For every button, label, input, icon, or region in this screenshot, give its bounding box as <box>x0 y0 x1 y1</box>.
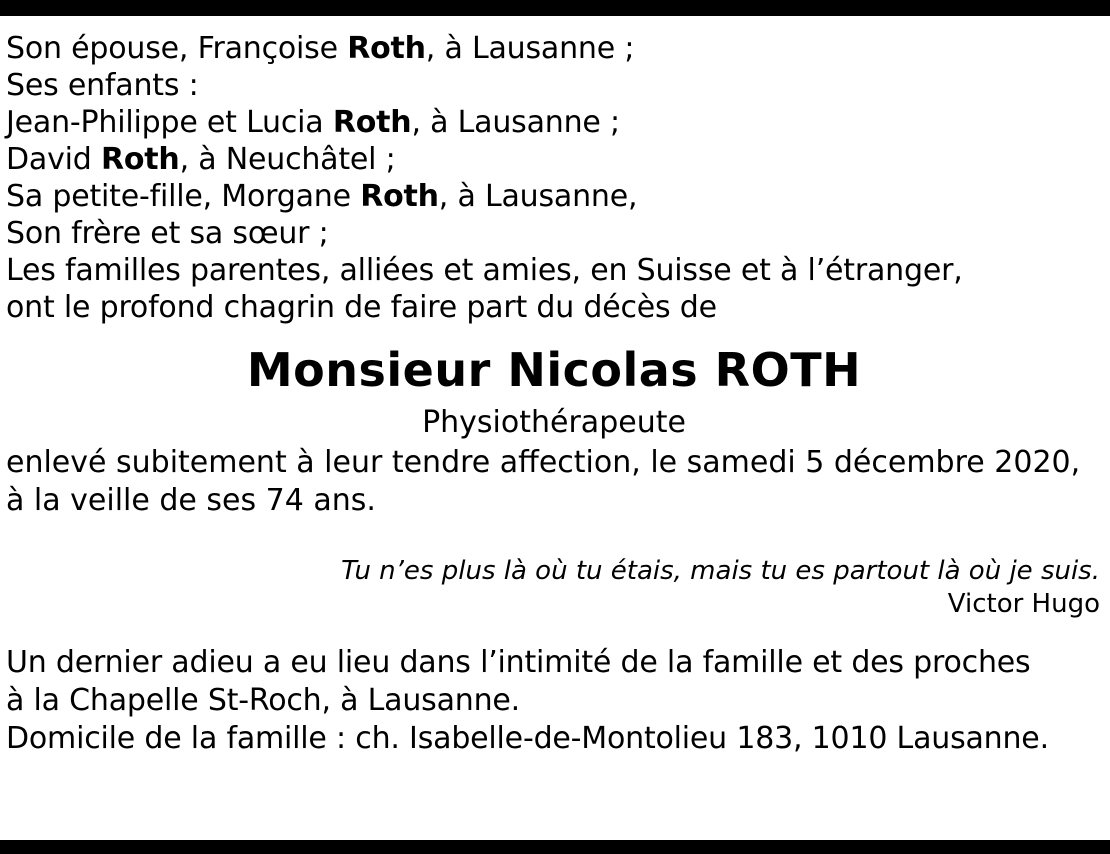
family-line <box>6 289 1102 326</box>
closing-line: à la Chapelle St-Roch, à Lausanne. <box>6 683 521 718</box>
family-line <box>6 104 1102 141</box>
family-text: ont le profond chagrin de faire part du décès de <box>6 290 717 325</box>
family-surname: Roth <box>100 142 180 177</box>
notice-body <box>0 16 1110 758</box>
family-text: Jean-Philippe et Lucia <box>6 105 333 140</box>
deceased-name: Monsieur Nicolas ROTH <box>246 343 862 397</box>
family-text: , à Lausanne ; <box>425 31 635 66</box>
quote-text: Tu n’es plus là où tu étais, mais tu es partout là où je suis. <box>341 556 1100 586</box>
top-rule <box>0 0 1110 16</box>
family-text: Les familles parentes, alliées et amies, en Suisse et à l’étranger, <box>6 253 963 288</box>
family-surname: Roth <box>332 105 412 140</box>
closing-information <box>6 644 1102 758</box>
closing-line: Domicile de la famille : ch. Isabelle-de-Montolieu 183, 1010 Lausanne. <box>6 721 1049 756</box>
family-list <box>6 30 1102 326</box>
family-line <box>6 141 1102 178</box>
family-surname: Roth <box>360 179 439 214</box>
family-text: , à Lausanne ; <box>411 105 620 140</box>
bottom-rule <box>0 840 1110 854</box>
closing-line: Un dernier adieu a eu lieu dans l’intimité de la famille et des proches <box>6 645 1031 680</box>
family-text: , à Lausanne, <box>438 179 638 214</box>
family-line <box>6 30 1102 67</box>
family-line <box>6 252 1102 289</box>
family-text: Son frère et sa sœur ; <box>6 216 329 251</box>
death-statement-line: à la veille de ses 74 ans. <box>6 483 376 518</box>
death-statement <box>6 444 1102 520</box>
family-text: Sa petite-fille, Morgane <box>6 179 361 214</box>
family-line <box>6 178 1102 215</box>
family-text: Son épouse, Françoise <box>6 31 348 66</box>
family-text: David <box>6 142 101 177</box>
family-text: Ses enfants : <box>6 68 199 103</box>
family-text: , à Neuchâtel ; <box>179 142 396 177</box>
death-statement-line: enlevé subitement à leur tendre affection, le samedi 5 décembre 2020, <box>6 445 1081 480</box>
family-line <box>6 215 1102 252</box>
profession: Physiothérapeute <box>422 405 686 440</box>
family-surname: Roth <box>347 31 426 66</box>
family-line <box>6 67 1102 104</box>
quote-author: Victor Hugo <box>947 589 1100 619</box>
